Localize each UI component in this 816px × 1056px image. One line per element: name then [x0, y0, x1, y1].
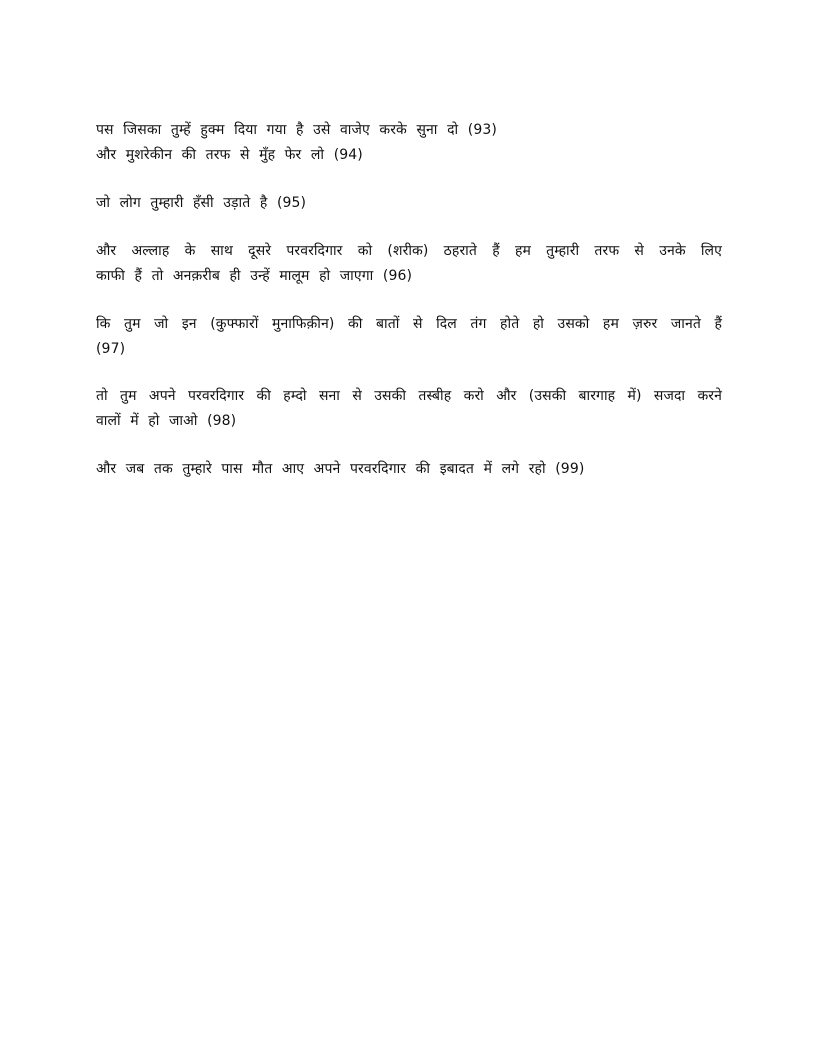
- verse-99-line: और जब तक तुम्हारे पास मौत आए अपने परवरदिगार की इबादत में लगे रहो (99): [96, 461, 585, 477]
- verse-97-line-1: कि तुम जो इन (कुफ्फारों मुनाफिक़ीन) की बातों से दिल तंग होते हो उसको हम ज़रुर जानते हैं: [96, 316, 722, 332]
- verse-97-line-2: (97): [96, 341, 126, 357]
- verse-98-line-2: वालों में हो जाओ (98): [96, 413, 237, 429]
- verse-96-line-2: काफी हैं तो अनक़रीब ही उन्हें मालूम हो जाएगा (96): [96, 268, 413, 284]
- verse-95-line: जो लोग तुम्हारी हँसी उड़ाते है (95): [96, 195, 307, 211]
- verse-98-line-1: तो तुम अपने परवरदिगार की हम्दो सना से उसकी तस्बीह करो और (उसकी बारगाह में) सजदा करने: [96, 388, 722, 404]
- verse-93-line: पस जिसका तुम्हें हुक्म दिया गया है उसे वाजेए करके सुना दो (93): [96, 122, 497, 138]
- verse-94-line: और मुशरेकीन की तरफ से मुँह फेर लो (94): [96, 147, 363, 163]
- verse-96-line-1: और अल्लाह के साथ दूसरे परवरदिगार को (शरीक) ठहराते हैं हम तुम्हारी तरफ से उनके लिए: [96, 243, 722, 259]
